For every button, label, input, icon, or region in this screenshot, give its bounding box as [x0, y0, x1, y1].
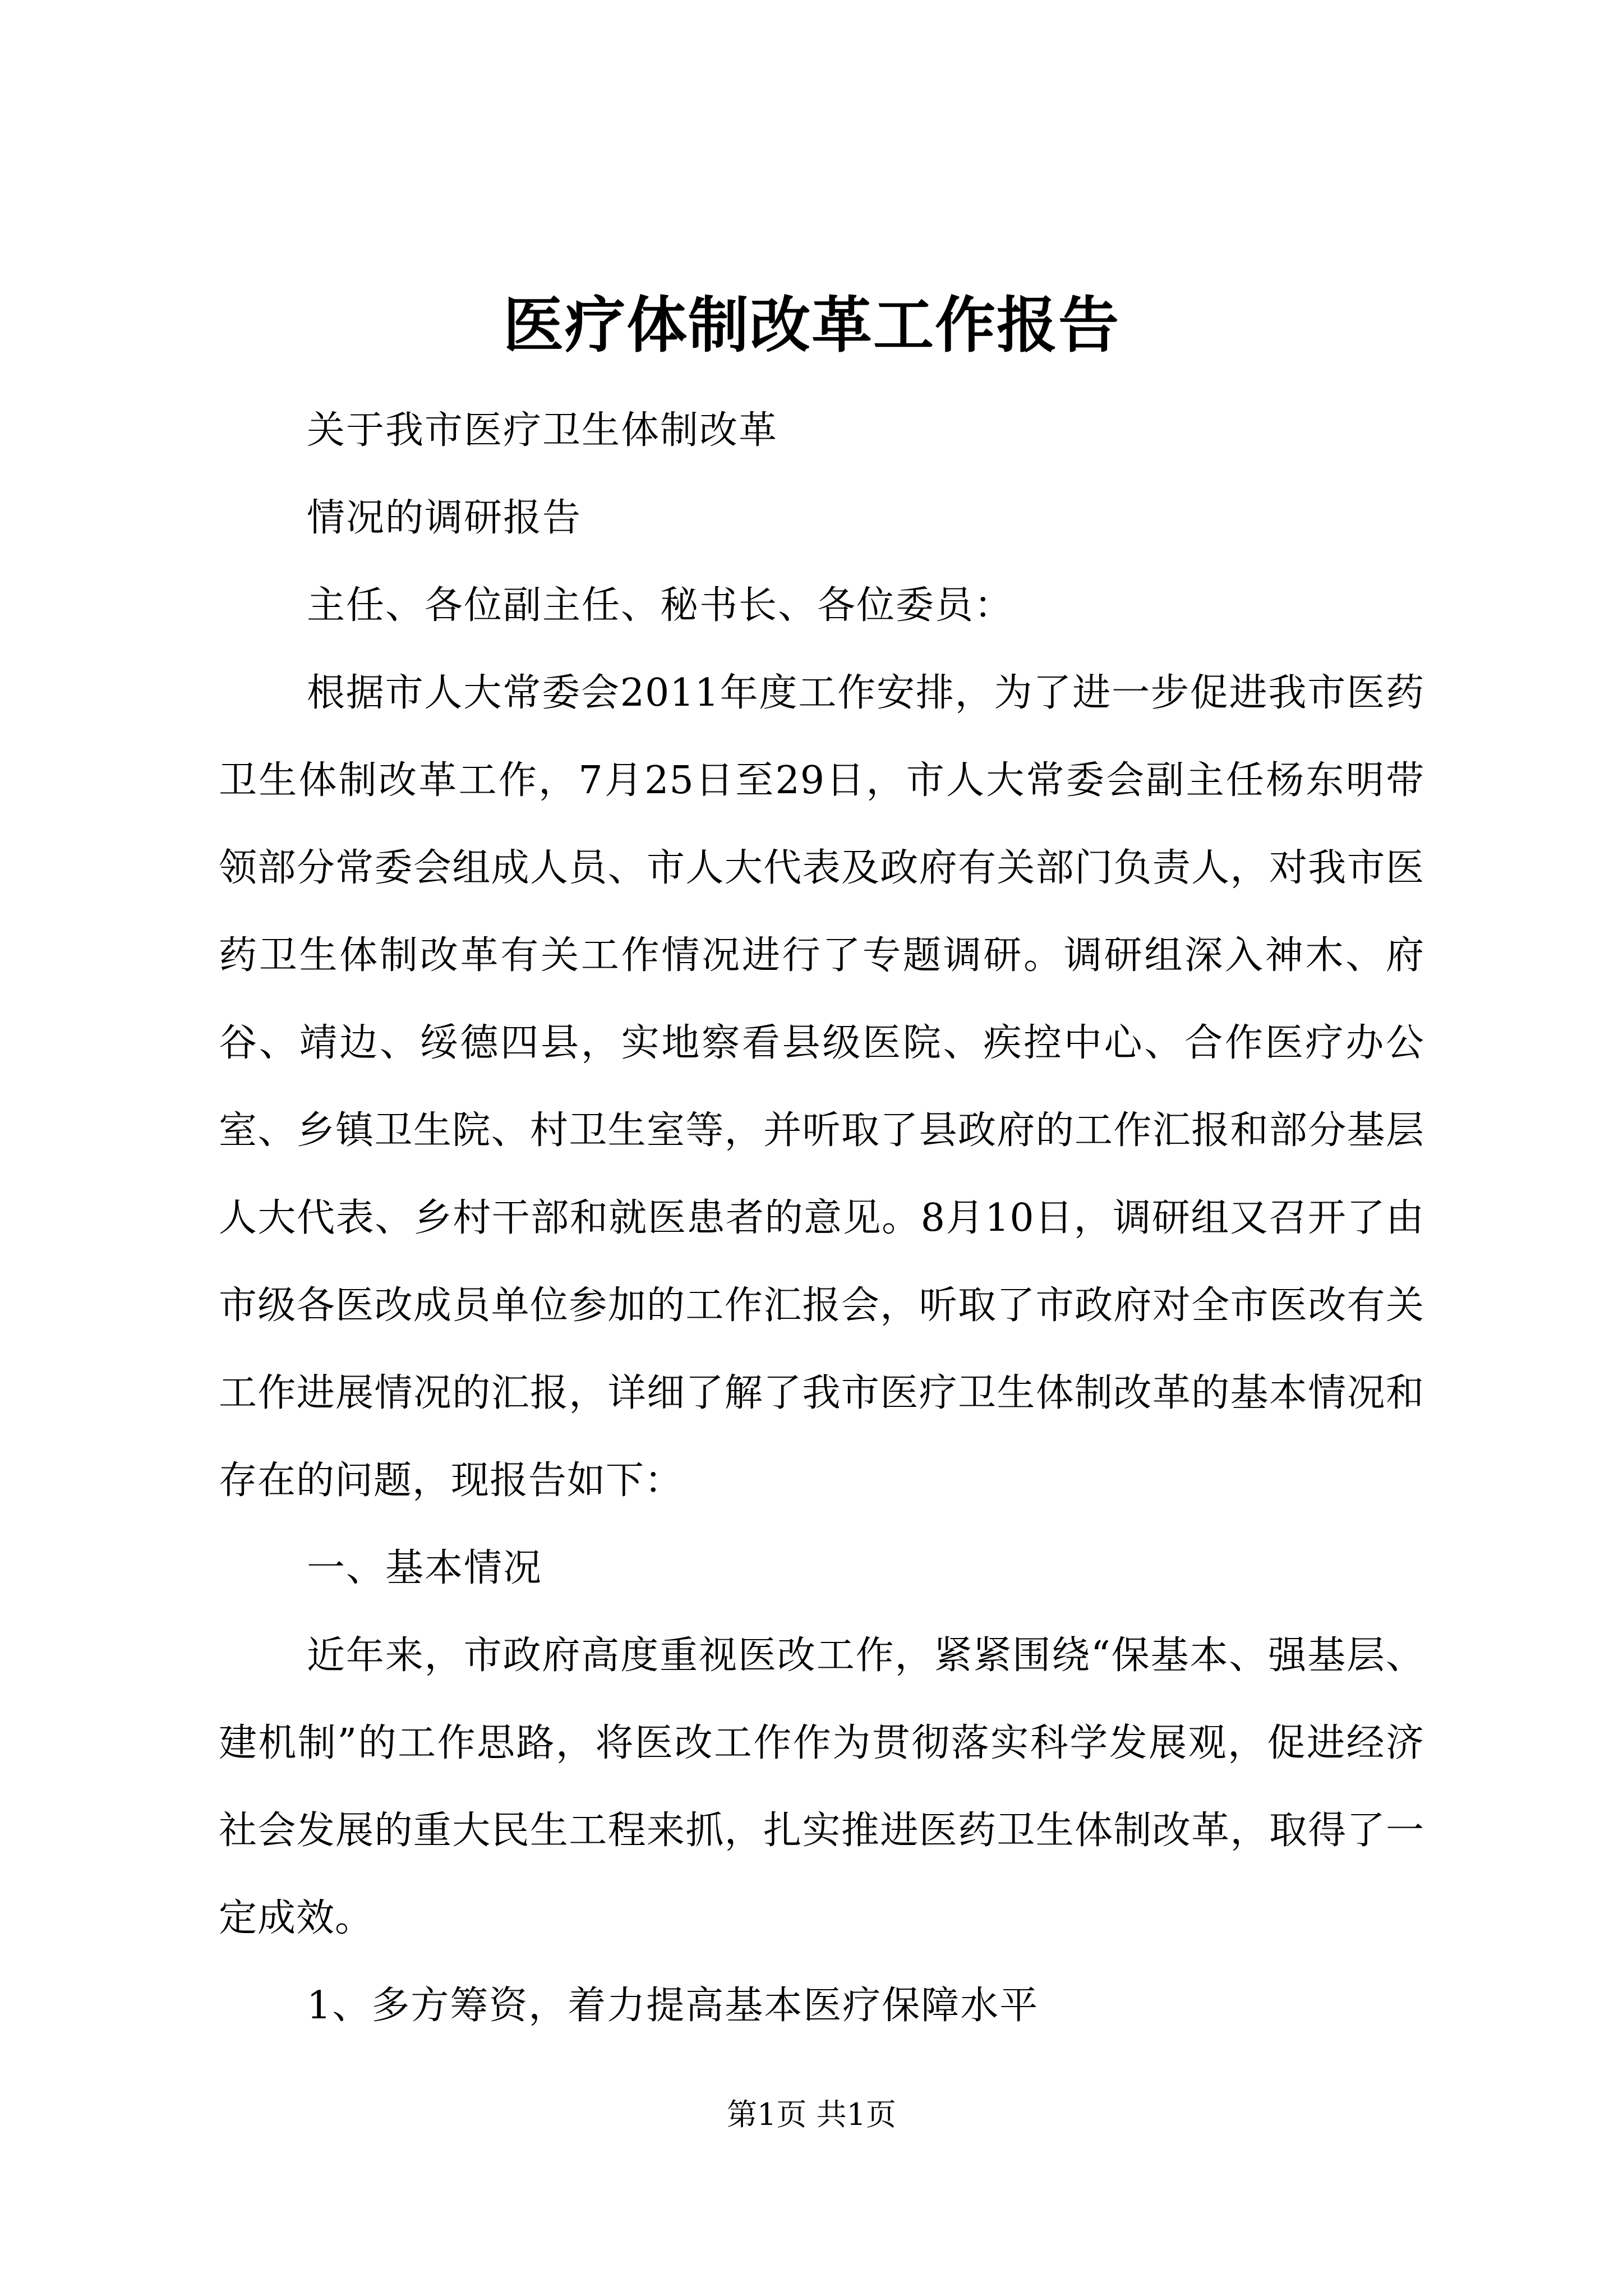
document-title: 医疗体制改革工作报告 [502, 290, 1120, 361]
document-body [219, 387, 1424, 2050]
paragraph-overview: 近年来，市政府高度重视医改工作，紧紧围绕“保基本、强基层、建机制”的工作思路，将医改工作作为贯彻落实科学发展观，促进经济社会发展的重大民生工程来抓，扎实推进医药卫生体制改革，取得了一定成效。 [219, 1634, 1424, 1940]
paragraph-intro: 根据市人大常委会2011年度工作安排，为了进一步促进我市医药卫生体制改革工作，7月25日至29日，市人大常委会副主任杨东明带领部分常委会组成人员、市人大代表及政府有关部门负责人，对我市医药卫生体制改革有关工作情况进行了专题调研。调研组深入神木、府谷、靖边、绥德四县，实地察看县级医院、疾控中心、合作医疗办公室、乡镇卫生院、村卫生室等，并听取了县政府的工作汇报和部分基层人大代表、乡村干部和就医患者的意见。8月10日，调研组又召开了由市级各医改成员单位参加的工作汇报会，听取了市政府对全市医改有关工作进展情况的汇报，详细了解了我市医疗卫生体制改革的基本情况和存在的问题，现报告如下： [219, 671, 1424, 1503]
section-heading-basic-situation: 一、基本情况 [307, 1546, 543, 1590]
subsection-heading-funding: 1、多方筹资，着力提高基本医疗保障水平 [307, 1984, 1039, 2028]
page-footer: 第1页 共1页 [727, 2097, 896, 2132]
subtitle-line-2: 情况的调研报告 [307, 496, 582, 540]
subtitle-line-1: 关于我市医疗卫生体制改革 [307, 408, 778, 453]
salutation: 主任、各位副主任、秘书长、各位委员： [307, 583, 1014, 628]
